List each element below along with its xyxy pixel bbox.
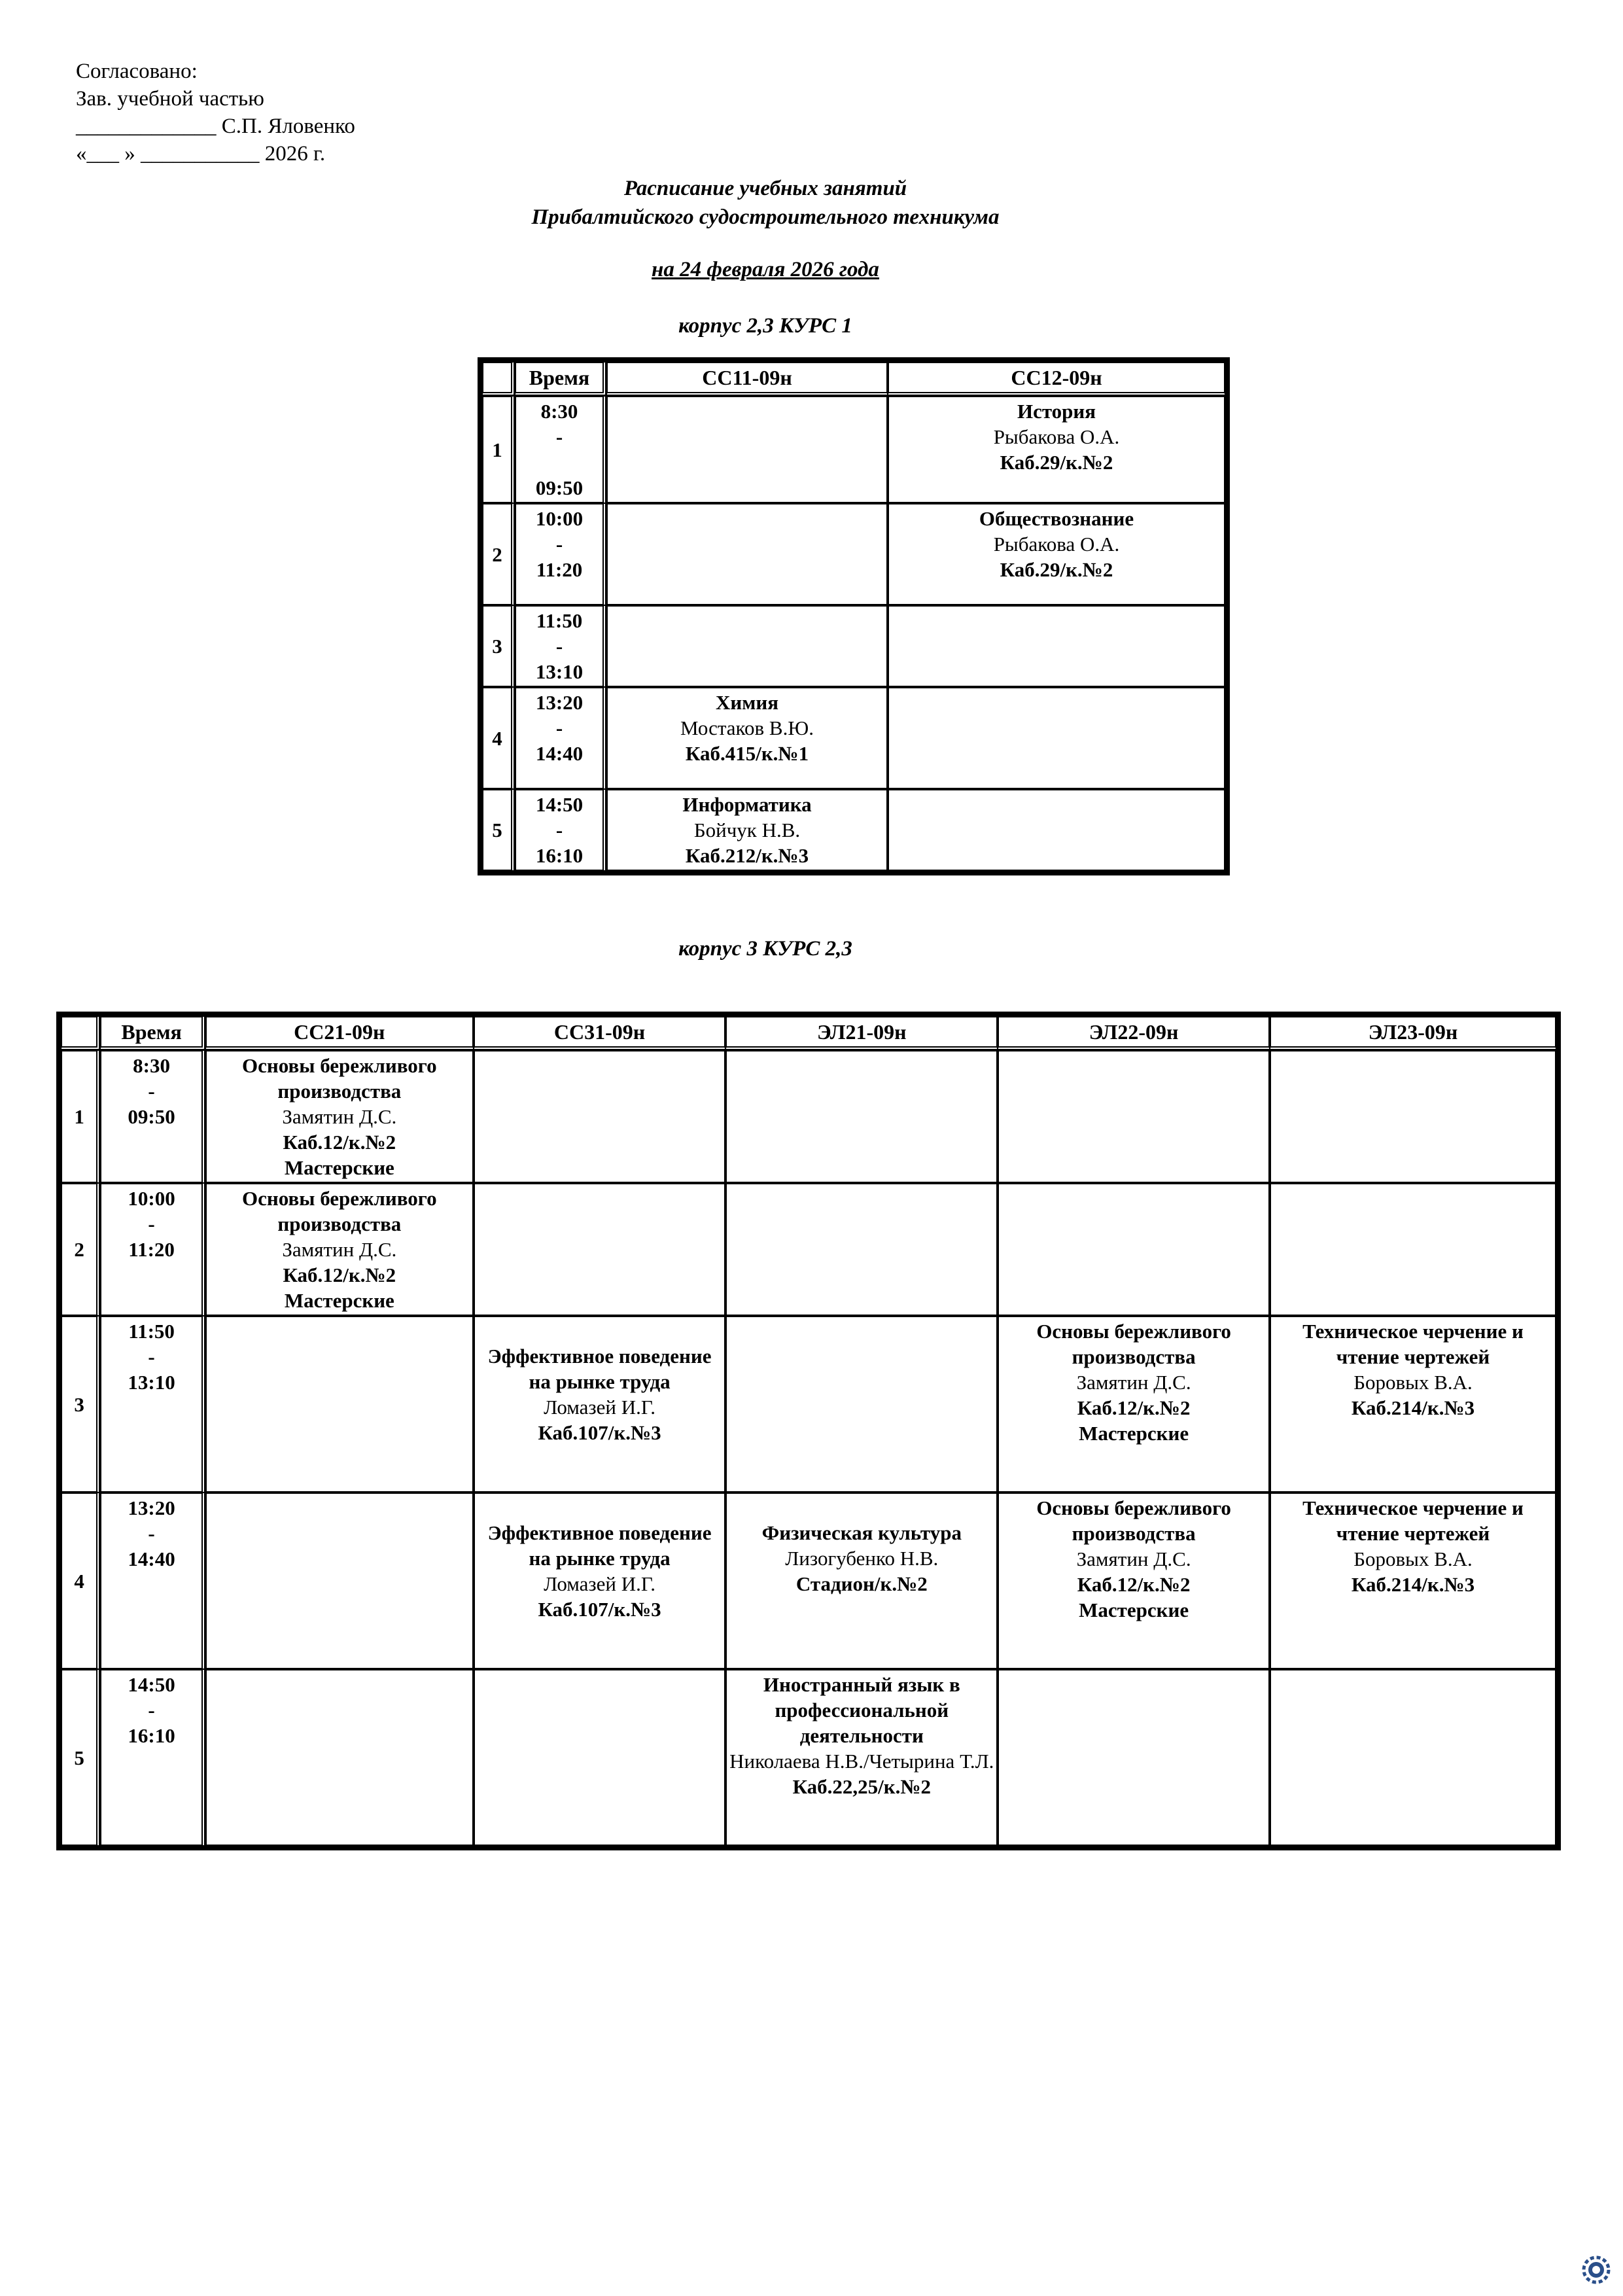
approval-signature: _____________ С.П. Яловенко: [76, 115, 355, 138]
time-end: 16:10: [535, 844, 584, 867]
lesson-number: 4: [482, 687, 515, 789]
lesson-teacher: Замятин Д.С.: [1076, 1371, 1191, 1394]
time-start: 11:50: [536, 609, 583, 632]
lesson-cell: [1270, 1492, 1556, 1669]
time-dash: -: [555, 533, 563, 556]
time-dash: -: [555, 716, 563, 739]
lesson-location: Мастерские: [1079, 1422, 1189, 1445]
lesson-subject: Основы бережливого производства: [1036, 1320, 1231, 1368]
lesson-room: Каб.12/к.№2: [1077, 1573, 1191, 1596]
lesson-room: Каб.107/к.№3: [538, 1598, 661, 1621]
lesson-cell: [606, 605, 888, 687]
time-start: 11:50: [128, 1320, 175, 1343]
time-dash: -: [148, 1699, 155, 1722]
lesson-teacher: Ломазей И.Г.: [544, 1572, 656, 1595]
lesson-subject: Техническое черчение и чтение чертежей: [1302, 1496, 1524, 1545]
lesson-teacher: Замятин Д.С.: [1076, 1547, 1191, 1570]
lesson-time: [515, 687, 606, 789]
lesson-cell: [888, 687, 1225, 789]
lesson-cell: [998, 1316, 1270, 1492]
table-row: [482, 503, 1225, 605]
lesson-teacher: Боровых В.А.: [1353, 1371, 1473, 1394]
time-end: 16:10: [128, 1724, 175, 1747]
lesson-time: [515, 396, 606, 503]
lesson-number: 5: [61, 1669, 100, 1846]
lesson-teacher: Лизогубенко Н.В.: [785, 1547, 939, 1570]
section-heading-1: корпус 2,3 КУРС 1: [678, 314, 852, 338]
lesson-cell: [725, 1183, 998, 1316]
table-row: [61, 1316, 1556, 1492]
lesson-teacher: Замятин Д.С.: [282, 1105, 397, 1128]
lesson-cell: [1270, 1050, 1556, 1183]
lesson-time: [100, 1050, 205, 1183]
lesson-cell: [474, 1669, 726, 1846]
time-dash: -: [555, 635, 563, 658]
lesson-location: Мастерские: [284, 1289, 394, 1312]
lesson-cell: [606, 687, 888, 789]
time-start: 10:00: [535, 507, 584, 530]
group-header: ЭЛ22-09н: [998, 1016, 1270, 1050]
lesson-subject: Физическая культура: [761, 1521, 962, 1544]
lesson-time: [100, 1492, 205, 1669]
time-dash: -: [555, 819, 563, 841]
time-dash: -: [555, 425, 563, 448]
lesson-cell: [725, 1050, 998, 1183]
lesson-cell: [888, 396, 1225, 503]
lesson-number: 2: [61, 1183, 100, 1316]
lesson-time: [100, 1183, 205, 1316]
lesson-time: [100, 1316, 205, 1492]
time-end: 11:20: [128, 1238, 175, 1261]
lesson-teacher: Рыбакова О.А.: [993, 425, 1120, 448]
gear-logo-icon: [1582, 2255, 1611, 2284]
lesson-cell: [1270, 1183, 1556, 1316]
time-end: 14:40: [535, 742, 584, 765]
time-start: 8:30: [540, 400, 578, 423]
time-end: 13:10: [128, 1371, 175, 1394]
lesson-cell: [998, 1669, 1270, 1846]
group-header: СС31-09н: [474, 1016, 726, 1050]
lesson-room: Каб.12/к.№2: [283, 1131, 396, 1154]
title-line-1: Расписание учебных занятий: [623, 177, 907, 200]
table-header-row: [61, 1016, 1556, 1050]
lesson-subject: Основы бережливого производства: [1036, 1496, 1231, 1545]
number-header: [482, 362, 515, 396]
page-title: [0, 174, 1531, 232]
time-start: 13:20: [535, 691, 584, 714]
lesson-subject: Химия: [716, 691, 778, 714]
section-heading-2: корпус 3 КУРС 2,3: [678, 937, 852, 961]
lesson-cell: [205, 1050, 474, 1183]
lesson-subject: Техническое черчение и чтение чертежей: [1302, 1320, 1524, 1368]
time-end: 11:20: [536, 558, 583, 581]
lesson-time: [515, 789, 606, 871]
lesson-room: Каб.22,25/к.№2: [792, 1775, 932, 1798]
lesson-room: Каб.212/к.№3: [685, 844, 809, 867]
schedule-table-course-1: [478, 357, 1230, 875]
approval-position: Зав. учебной частью: [76, 87, 264, 111]
lesson-subject: Основы бережливого производства: [242, 1187, 437, 1235]
lesson-room: Каб.214/к.№3: [1351, 1396, 1475, 1419]
lesson-time: [100, 1669, 205, 1846]
lesson-cell: [474, 1316, 726, 1492]
lesson-teacher: Николаева Н.В./Четырина Т.Л.: [729, 1750, 994, 1773]
lesson-cell: [725, 1316, 998, 1492]
approval-date: «___ » ___________ 2026 г.: [76, 142, 326, 166]
lesson-cell: [606, 396, 888, 503]
lesson-teacher: Боровых В.А.: [1353, 1547, 1473, 1570]
group-header: СС11-09н: [606, 362, 888, 396]
time-dash: -: [148, 1522, 155, 1545]
time-start: 8:30: [133, 1054, 170, 1077]
lesson-subject: Информатика: [682, 793, 812, 816]
time-start: 14:50: [128, 1673, 175, 1696]
lesson-time: [515, 503, 606, 605]
table-row: [61, 1669, 1556, 1846]
table-header-row: [482, 362, 1225, 396]
time-spacer: [517, 450, 601, 475]
time-header: Время: [515, 362, 606, 396]
lesson-number: 1: [61, 1050, 100, 1183]
lesson-cell: [205, 1669, 474, 1846]
lesson-cell: [888, 503, 1225, 605]
time-end: 14:40: [128, 1547, 175, 1570]
lesson-cell: [1270, 1669, 1556, 1846]
lesson-room: Каб.415/к.№1: [685, 742, 809, 765]
lesson-room: Каб.107/к.№3: [538, 1421, 661, 1444]
lesson-location: Мастерские: [1079, 1598, 1189, 1621]
time-start: 10:00: [128, 1187, 175, 1210]
time-dash: -: [148, 1080, 155, 1103]
table-row: [61, 1183, 1556, 1316]
lesson-cell: [998, 1492, 1270, 1669]
lesson-teacher: Рыбакова О.А.: [993, 533, 1120, 556]
lesson-number: 2: [482, 503, 515, 605]
lesson-teacher: Ломазей И.Г.: [544, 1396, 656, 1419]
group-header: ЭЛ23-09н: [1270, 1016, 1556, 1050]
lesson-room: Каб.29/к.№2: [1000, 558, 1113, 581]
lesson-number: 3: [61, 1316, 100, 1492]
approval-block: [76, 58, 355, 168]
schedule-date: на 24 февраля 2026 года: [652, 258, 879, 281]
lesson-teacher: Мостаков В.Ю.: [680, 716, 814, 739]
table-row: [61, 1492, 1556, 1669]
approval-line: Согласовано:: [76, 60, 198, 83]
lesson-room: Каб.12/к.№2: [283, 1263, 396, 1286]
lesson-cell: [725, 1669, 998, 1846]
time-start: 14:50: [535, 793, 584, 816]
table-row: [482, 789, 1225, 871]
lesson-cell: [998, 1183, 1270, 1316]
lesson-cell: [1270, 1316, 1556, 1492]
lesson-teacher: Замятин Д.С.: [282, 1238, 397, 1261]
lesson-number: 5: [482, 789, 515, 871]
lesson-cell: [998, 1050, 1270, 1183]
title-line-2: Прибалтийского судостроительного техникума: [531, 205, 1000, 229]
lesson-cell: [888, 789, 1225, 871]
group-header: СС21-09н: [205, 1016, 474, 1050]
table-row: [482, 605, 1225, 687]
number-header: [61, 1016, 100, 1050]
time-header: Время: [100, 1016, 205, 1050]
lesson-time: [515, 605, 606, 687]
lesson-cell: [205, 1183, 474, 1316]
lesson-subject: Эффективное поведение на рынке труда: [487, 1521, 712, 1570]
lesson-subject: Иностранный язык в профессиональной деятельности: [763, 1673, 960, 1747]
lesson-number: 4: [61, 1492, 100, 1669]
lesson-cell: [474, 1050, 726, 1183]
time-start: 13:20: [128, 1496, 175, 1519]
table-row: [61, 1050, 1556, 1183]
lesson-subject: Обществознание: [979, 507, 1134, 530]
lesson-room: Стадион/к.№2: [795, 1572, 928, 1595]
lesson-cell: [606, 503, 888, 605]
lesson-room: Каб.29/к.№2: [1000, 451, 1113, 474]
time-dash: -: [148, 1212, 155, 1235]
lesson-location: Мастерские: [284, 1156, 394, 1179]
schedule-table-course-2-3: [56, 1012, 1561, 1850]
lesson-subject: Основы бережливого производства: [242, 1054, 437, 1103]
lesson-subject: История: [1017, 400, 1096, 423]
lesson-cell: [474, 1183, 726, 1316]
group-header: ЭЛ21-09н: [725, 1016, 998, 1050]
time-end: 13:10: [535, 660, 584, 683]
lesson-subject: Эффективное поведение на рынке труда: [487, 1345, 712, 1393]
table-row: [482, 396, 1225, 503]
lesson-cell: [888, 605, 1225, 687]
table-row: [482, 687, 1225, 789]
time-end: 09:50: [128, 1105, 175, 1128]
lesson-cell: [205, 1316, 474, 1492]
lesson-number: 1: [482, 396, 515, 503]
lesson-number: 3: [482, 605, 515, 687]
lesson-teacher: Бойчук Н.В.: [693, 819, 801, 841]
lesson-room: Каб.12/к.№2: [1077, 1396, 1191, 1419]
lesson-cell: [205, 1492, 474, 1669]
lesson-cell: [606, 789, 888, 871]
lesson-cell: [725, 1492, 998, 1669]
time-dash: -: [148, 1345, 155, 1368]
lesson-cell: [474, 1492, 726, 1669]
group-header: СС12-09н: [888, 362, 1225, 396]
time-end: 09:50: [535, 476, 584, 499]
lesson-room: Каб.214/к.№3: [1351, 1573, 1475, 1596]
